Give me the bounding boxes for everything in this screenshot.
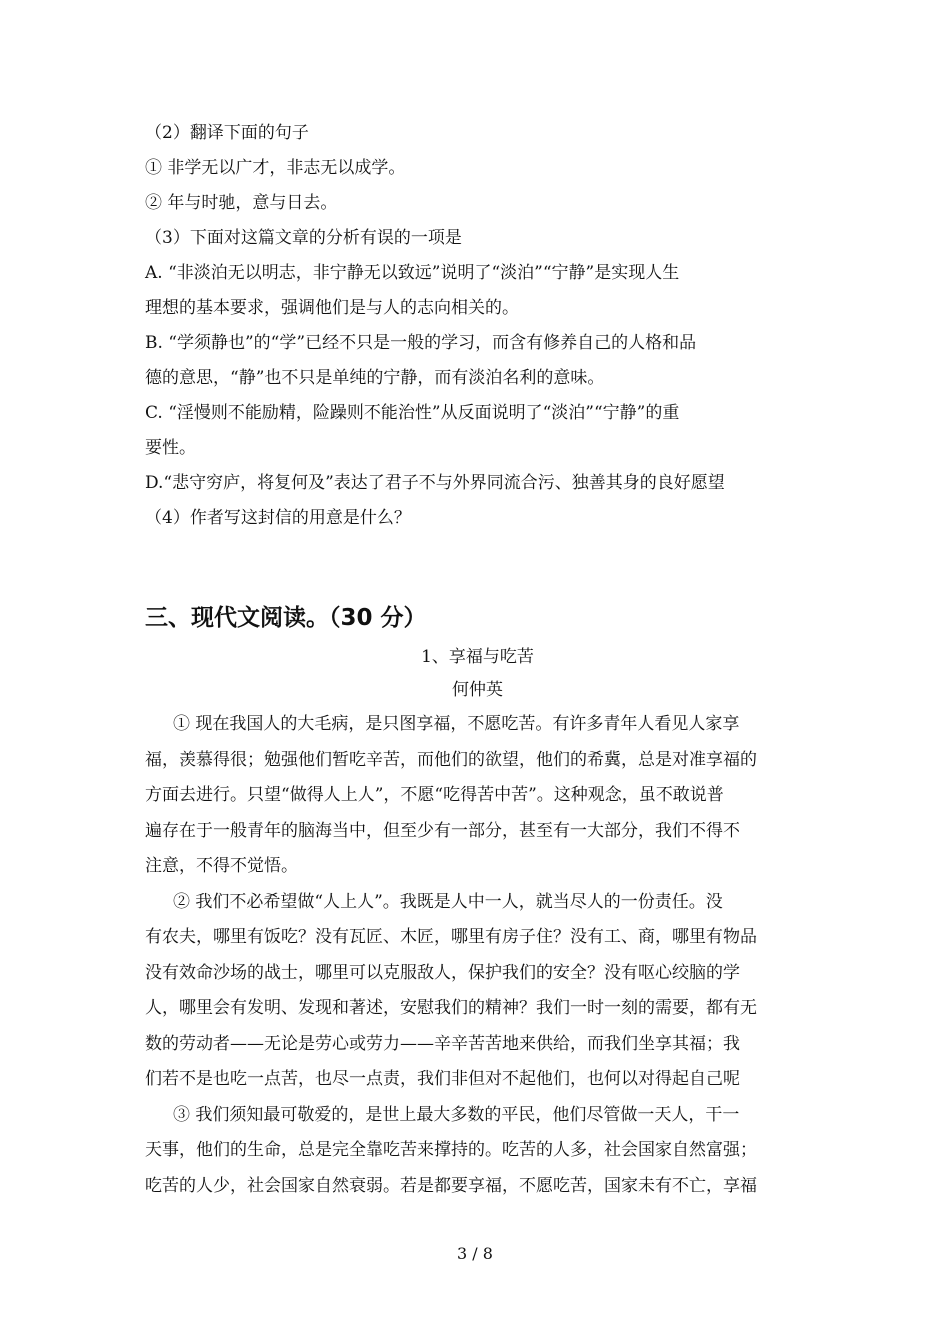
paragraph-line: ② 我们不必希望做“人上人”。我既是人中一人，就当尽人的一份责任。没 [173,891,723,912]
paragraph-line: 吃苦的人少，社会国家自然衰弱。若是都要享福，不愿吃苦，国家未有不亡，享福 [145,1175,757,1196]
paragraph-line: 注意，不得不觉悟。 [145,856,298,876]
option-d-line-1: D.“悲守穷庐，将复何及”表达了君子不与外界同流合污、独善其身的良好愿望 [145,473,725,493]
paragraph-line: 数的劳动者——无论是劳心或劳力——辛辛苦苦地来供给，而我们坐享其福；我 [145,1033,740,1054]
paragraph-1 [145,707,810,885]
option-c-line-2: 要性。 [145,438,196,458]
paragraph-2 [145,885,810,1098]
article-title: 1、享福与吃苦 [421,647,534,667]
paragraph-3 [145,1098,810,1205]
option-a-line-2: 理想的基本要求，强调他们是与人的志向相关的。 [145,298,519,318]
paragraph-line: 人，哪里会有发明、发现和著述，安慰我们的精神？我们一时一刻的需要，都有无 [145,998,757,1018]
section-heading: 三、现代文阅读。（30 分） [145,605,427,631]
questions-block [145,116,810,536]
article-author: 何仲英 [452,680,503,700]
question-3: （3）下面对这篇文章的分析有误的一项是 [145,228,462,248]
option-c-line-1: C. “淫慢则不能励精，险躁则不能治性”从反面说明了“淡泊”“宁静”的重 [145,403,680,423]
option-a-line-1: A. “非淡泊无以明志，非宁静无以致远”说明了“淡泊”“宁静”是实现人生 [145,263,680,283]
paragraph-line: 没有效命沙场的战士，哪里可以克服敌人，保护我们的安全？没有呕心绞脑的学 [145,962,740,983]
paragraph-line: ③ 我们须知最可敬爱的，是世上最大多数的平民，他们尽管做一天人，干一 [173,1104,740,1125]
article-body [145,707,810,1204]
paragraph-line: 方面去进行。只望“做得人上人”，不愿“吃得苦中苦”。这种观念，虽不敢说普 [145,785,724,805]
paragraph-line: 有农夫，哪里有饭吃？没有瓦匠、木匠，哪里有房子住？没有工、商，哪里有物品 [145,927,757,947]
question-2: （2）翻译下面的句子 [145,123,309,143]
question-2-sentence-2: ② 年与时驰，意与日去。 [145,193,338,213]
paragraph-line: 遍存在于一般青年的脑海当中，但至少有一部分，甚至有一大部分，我们不得不 [145,820,740,841]
question-2-sentence-1: ① 非学无以广才，非志无以成学。 [145,158,406,178]
paragraph-line: 天事，他们的生命，总是完全靠吃苦来撑持的。吃苦的人多，社会国家自然富强； [145,1140,757,1160]
paragraph-line: 福，羡慕得很；勉强他们暂吃辛苦，而他们的欲望，他们的希冀，总是对准享福的 [145,749,757,770]
option-b-line-2: 德的意思，“静”也不只是单纯的宁静，而有淡泊名利的意味。 [145,368,605,388]
paragraph-line: 们若不是也吃一点苦，也尽一点责，我们非但对不起他们，也何以对得起自己呢 [145,1069,740,1089]
paragraph-line: ① 现在我国人的大毛病，是只图享福，不愿吃苦。有许多青年人看见人家享 [173,714,740,734]
option-b-line-1: B. “学须静也”的“学”已经不只是一般的学习，而含有修养自己的人格和品 [145,333,697,353]
page-number: 3 / 8 [457,1244,493,1263]
question-4: （4）作者写这封信的用意是什么？ [145,508,411,528]
